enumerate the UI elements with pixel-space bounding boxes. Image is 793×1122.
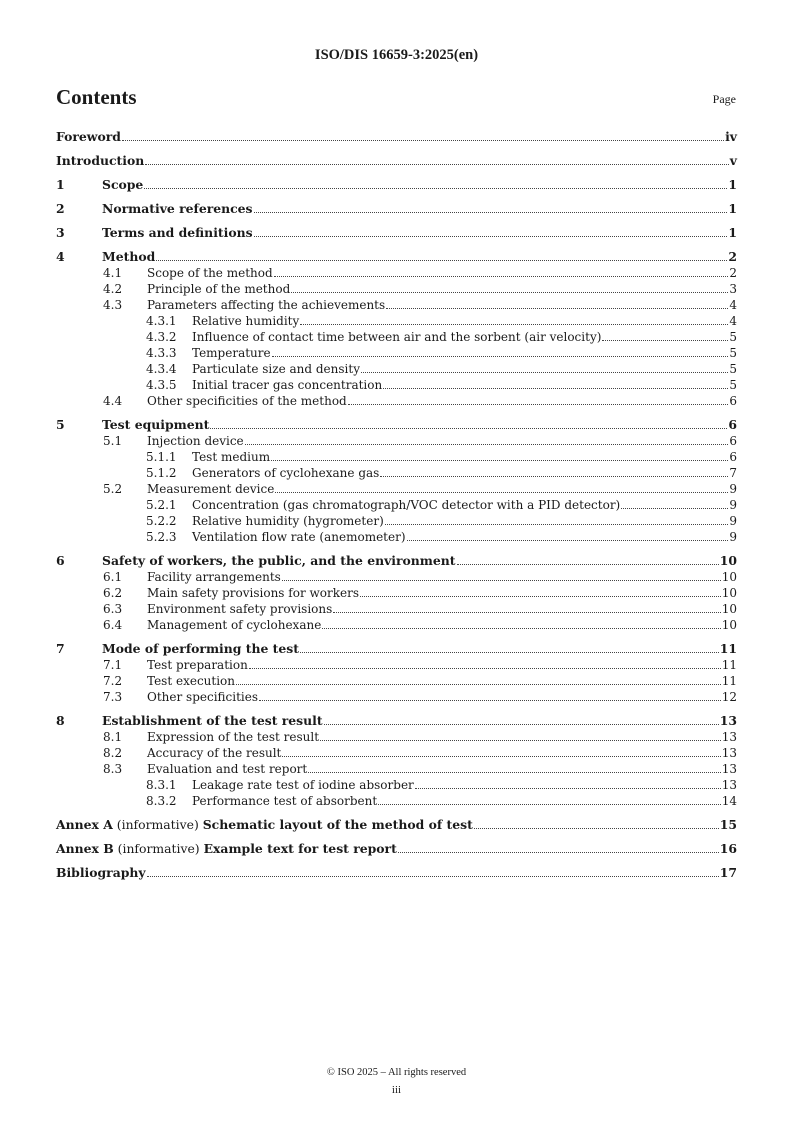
toc-entry-title-text: Influence of contact time between air and the sorbent (air velocity)	[192, 330, 602, 344]
toc-entry[interactable]	[56, 673, 737, 689]
dot-leader	[249, 668, 721, 669]
toc-entry-title-line	[102, 225, 737, 241]
toc-entry-title-text: Terms and definitions	[102, 225, 253, 240]
toc-entry-title-line	[147, 297, 737, 313]
toc-entry[interactable]	[56, 513, 737, 529]
toc-entry-title	[192, 465, 379, 481]
toc-entry-title	[56, 865, 146, 881]
toc-entry-number: 7.3	[103, 690, 123, 704]
toc-entry-page: 6	[728, 417, 737, 432]
toc-entry-title-text: Scope of the method	[147, 266, 273, 280]
toc-entry[interactable]	[56, 329, 737, 345]
toc-entry-title-line	[102, 553, 737, 569]
toc-entry-page: 9	[729, 482, 737, 496]
toc-entry-title	[102, 641, 299, 657]
toc-entry-title	[192, 313, 299, 329]
toc-entry-title-line	[192, 529, 737, 545]
toc-entry[interactable]	[56, 433, 737, 449]
toc-entry-title-text: Ventilation flow rate (anemometer)	[192, 530, 406, 544]
toc-entry-title-line	[192, 361, 737, 377]
toc-entry-title-text: Foreword	[56, 129, 121, 144]
dot-leader	[156, 260, 727, 261]
toc-entry[interactable]	[56, 569, 737, 585]
toc-entry[interactable]	[56, 865, 737, 881]
toc-entry-number: 4.3.5	[146, 378, 177, 392]
toc-entry-annex-type: (informative)	[113, 841, 204, 856]
toc-entry-page: 16	[719, 841, 737, 856]
toc-entry-title-line	[147, 617, 737, 633]
toc-entry-page: 10	[721, 618, 737, 632]
toc-entry-number: 6.3	[103, 602, 123, 616]
toc-entry-title-line	[147, 393, 737, 409]
toc-entry-title-line	[102, 201, 737, 217]
toc-entry-title	[147, 265, 273, 281]
toc-entry-page: 11	[719, 641, 737, 656]
toc-entry-title	[147, 761, 307, 777]
toc-entry-page: 3	[729, 282, 737, 296]
toc-entry-title-text: Performance test of absorbent	[192, 794, 378, 808]
toc-entry-page: v	[729, 153, 737, 168]
toc-entry-title	[147, 433, 244, 449]
toc-entry-title	[147, 745, 281, 761]
toc-entry-title	[192, 777, 414, 793]
dot-leader	[385, 524, 729, 525]
toc-entry-title-text: Injection device	[147, 434, 244, 448]
toc-entry-title-line	[147, 689, 737, 705]
toc-entry-title-line	[56, 817, 737, 833]
toc-entry[interactable]	[56, 225, 737, 241]
toc-entry-number: 4.1	[103, 266, 123, 280]
toc-entry-number: 4.2	[103, 282, 123, 296]
toc-entry-title-text: Evaluation and test report	[147, 762, 308, 776]
toc-entry-number: 7.1	[103, 658, 123, 672]
toc-entry-title-line	[192, 777, 737, 793]
toc-entry[interactable]	[56, 529, 737, 545]
toc-entry-title	[147, 617, 321, 633]
toc-entry-number: 8.3	[103, 762, 123, 776]
toc-entry-title-text: Temperature	[192, 346, 271, 360]
toc-entry-page: 13	[721, 778, 737, 792]
toc-entry[interactable]	[56, 729, 737, 745]
toc-entry-page: 10	[721, 586, 737, 600]
toc-entry-page: 9	[729, 498, 737, 512]
toc-entry-title	[192, 513, 384, 529]
toc-entry-title-text: Test execution	[147, 674, 236, 688]
toc-entry-page: 6	[729, 434, 737, 448]
toc-entry-title-line	[192, 465, 737, 481]
toc-entry-title-text: Particulate size and density	[192, 362, 360, 376]
toc-entry-title-line	[56, 841, 737, 857]
toc-entry-title-line	[147, 265, 737, 281]
toc-entry-number: 5.2.1	[146, 498, 177, 512]
dot-leader	[348, 404, 729, 405]
toc-entry-page: iv	[725, 129, 737, 144]
toc-entry[interactable]	[56, 689, 737, 705]
toc-entry[interactable]	[56, 129, 737, 145]
toc-entry-page: 11	[721, 658, 737, 672]
toc-entry-title	[147, 297, 385, 313]
copyright-notice: © ISO 2025 – All rights reserved	[326, 1067, 467, 1078]
toc-entry[interactable]	[56, 777, 737, 793]
toc-entry-page: 6	[729, 394, 737, 408]
toc-entry-title-text: Mode of performing the test	[102, 641, 299, 656]
dot-leader	[291, 292, 728, 293]
dot-leader	[361, 372, 728, 373]
toc-entry-title	[147, 481, 274, 497]
dot-leader	[378, 804, 721, 805]
toc-entry-title-text: Annex A	[56, 817, 113, 832]
dot-leader	[360, 596, 721, 597]
toc-entry-title	[102, 553, 456, 569]
toc-entry-title-line	[56, 865, 737, 881]
dot-leader	[415, 788, 721, 789]
toc-entry-title-text: Normative references	[102, 201, 253, 216]
toc-entry-title-text: Method	[102, 249, 156, 264]
toc-entry-number: 8	[56, 713, 65, 728]
toc-entry-title-line	[102, 249, 737, 265]
toc-entry-title-line	[147, 745, 737, 761]
toc-entry[interactable]	[56, 817, 737, 833]
dot-leader	[322, 628, 720, 629]
toc-entry-title	[192, 529, 406, 545]
toc-entry[interactable]	[56, 281, 737, 297]
dot-leader	[245, 444, 729, 445]
toc-entry-title-text: Main safety provisions for workers	[147, 586, 359, 600]
toc-entry-page: 4	[729, 298, 737, 312]
toc-entry-title-text: Facility arrangements	[147, 570, 281, 584]
toc-entry[interactable]	[56, 361, 737, 377]
toc-entry-page: 13	[721, 746, 737, 760]
toc-entry-number: 4.3.2	[146, 330, 177, 344]
toc-entry-title-text: Parameters affecting the achievements	[147, 298, 386, 312]
toc-entry-title	[147, 585, 359, 601]
toc-entry-title-line	[102, 713, 737, 729]
toc-entry-title-text: Test medium	[192, 450, 271, 464]
toc-entry-page: 1	[728, 177, 737, 192]
toc-entry-title-text: Other specificities	[147, 690, 259, 704]
toc-entry-page: 17	[719, 865, 737, 880]
toc-entry-title-text: Test equipment	[102, 417, 210, 432]
toc-entry-title-text: Concentration (gas chromatograph/VOC detector with a PID detector)	[192, 498, 621, 512]
toc-entry-number: 6.4	[103, 618, 123, 632]
dot-leader	[275, 492, 728, 493]
toc-entry[interactable]	[56, 177, 737, 193]
contents-title: Contents	[56, 85, 137, 109]
toc-entry-number: 4.4	[103, 394, 123, 408]
dot-leader	[272, 356, 729, 357]
toc-entry-page: 5	[729, 362, 737, 376]
toc-entry[interactable]	[56, 449, 737, 465]
toc-entry-number: 5.2.3	[146, 530, 177, 544]
dot-leader	[122, 140, 724, 141]
dot-leader	[602, 340, 728, 341]
toc-entry-title-text: Bibliography	[56, 865, 146, 880]
dot-leader	[236, 684, 721, 685]
toc-entry-title-line	[147, 657, 737, 673]
toc-entry-number: 1	[56, 177, 65, 192]
toc-entry-title-text: Other specificities of the method	[147, 394, 347, 408]
toc-entry-title-text: Establishment of the test result	[102, 713, 323, 728]
toc-entry-page: 13	[721, 730, 737, 744]
toc-entry-title	[192, 449, 270, 465]
toc-entry-title-line	[192, 793, 737, 809]
toc-entry-title-line	[147, 281, 737, 297]
toc-entry-number: 5	[56, 417, 65, 432]
toc-entry-number: 7.2	[103, 674, 123, 688]
dot-leader	[407, 540, 729, 541]
toc-entry-page: 5	[729, 378, 737, 392]
toc-entry-page: 10	[719, 553, 737, 568]
toc-entry-title-text: Environment safety provisions	[147, 602, 333, 616]
toc-entry-number: 5.1	[103, 434, 123, 448]
toc-entry-title-text: Test preparation	[147, 658, 248, 672]
toc-entry-title-text: Safety of workers, the public, and the environment	[102, 553, 456, 568]
toc-entry-number: 4.3.4	[146, 362, 177, 376]
toc-entry-title-text: Management of cyclohexane	[147, 618, 322, 632]
dot-leader	[386, 308, 728, 309]
toc-entry-number: 4.3	[103, 298, 123, 312]
toc-entry-title-text: Accuracy of the result	[147, 746, 282, 760]
toc-entry-page: 12	[721, 690, 737, 704]
toc-entry-title	[56, 841, 397, 857]
toc-entry-title-text: Principle of the method	[147, 282, 291, 296]
dot-leader	[254, 236, 728, 237]
toc-entry-title	[102, 225, 253, 241]
toc-entry-title	[147, 569, 281, 585]
toc-entry-title-line	[147, 569, 737, 585]
toc-entry-title	[147, 657, 248, 673]
toc-entry[interactable]	[56, 465, 737, 481]
toc-entry-title-text: Scope	[102, 177, 144, 192]
dot-leader	[147, 876, 719, 877]
dot-leader	[380, 476, 728, 477]
toc-entry-number: 6.1	[103, 570, 123, 584]
toc-entry-page: 11	[721, 674, 737, 688]
toc-entry-title	[56, 153, 144, 169]
toc-entry-number: 4.3.3	[146, 346, 177, 360]
toc-entry-annex-type: (informative)	[112, 817, 203, 832]
toc-entry[interactable]	[56, 601, 737, 617]
dot-leader	[398, 852, 719, 853]
toc-entry-number: 3	[56, 225, 65, 240]
toc-entry-title	[192, 377, 382, 393]
toc-entry[interactable]	[56, 345, 737, 361]
toc-entry-page: 13	[721, 762, 737, 776]
page-number: iii	[391, 1084, 402, 1096]
toc-entry-number: 6.2	[103, 586, 123, 600]
toc-entry[interactable]	[56, 617, 737, 633]
dot-leader	[320, 740, 721, 741]
toc-entry[interactable]	[56, 497, 737, 513]
toc-entry-title	[102, 249, 155, 265]
dot-leader	[383, 388, 728, 389]
dot-leader	[274, 276, 729, 277]
toc-entry-title	[56, 129, 121, 145]
toc-entry-page: 10	[721, 570, 737, 584]
toc-entry-page: 2	[729, 266, 737, 280]
toc-entry-page: 1	[728, 225, 737, 240]
toc-entry[interactable]	[56, 377, 737, 393]
toc-entry-page: 5	[729, 346, 737, 360]
toc-entry[interactable]	[56, 761, 737, 777]
toc-entry[interactable]	[56, 249, 737, 265]
toc-entry-page: 9	[729, 514, 737, 528]
dot-leader	[282, 756, 720, 757]
toc-entry-page: 9	[729, 530, 737, 544]
toc-entry[interactable]	[56, 393, 737, 409]
toc-entry-page: 14	[721, 794, 737, 808]
toc-entry[interactable]	[56, 265, 737, 281]
toc-entry-title-text: Measurement device	[147, 482, 275, 496]
toc-entry-title-line	[147, 761, 737, 777]
toc-entry-title-line	[192, 345, 737, 361]
toc-entry-title-line	[192, 449, 737, 465]
toc-entry-title-line	[147, 481, 737, 497]
dot-leader	[145, 164, 729, 165]
toc-entry-title	[147, 281, 290, 297]
dot-leader	[210, 428, 727, 429]
toc-entry-page: 1	[728, 201, 737, 216]
toc-entry[interactable]	[56, 417, 737, 433]
toc-entry-number: 5.2.2	[146, 514, 177, 528]
dot-leader	[474, 828, 719, 829]
toc-entry-title-line	[192, 313, 737, 329]
toc-entry-page: 2	[728, 249, 737, 264]
dot-leader	[300, 324, 728, 325]
toc-entry-title-text: Leakage rate test of iodine absorber	[192, 778, 414, 792]
table-of-contents	[56, 129, 737, 881]
toc-entry-title-text: Expression of the test result	[147, 730, 320, 744]
toc-entry-number: 6	[56, 553, 65, 568]
toc-entry-title-line	[102, 641, 737, 657]
document-id: ISO/DIS 16659-3:2025(en)	[314, 47, 479, 63]
toc-entry-title-line	[102, 177, 737, 193]
toc-entry-page: 4	[729, 314, 737, 328]
dot-leader	[333, 612, 720, 613]
toc-entry-title	[147, 601, 332, 617]
dot-leader	[324, 724, 719, 725]
dot-leader	[457, 564, 719, 565]
toc-entry[interactable]	[56, 585, 737, 601]
toc-entry-title-line	[192, 329, 737, 345]
toc-entry-title-text: Relative humidity	[192, 314, 300, 328]
toc-entry-title	[147, 673, 235, 689]
toc-entry-title-line	[147, 601, 737, 617]
toc-entry-page: 13	[719, 713, 737, 728]
toc-entry[interactable]	[56, 841, 737, 857]
toc-entry[interactable]	[56, 713, 737, 729]
toc-entry-title	[102, 201, 253, 217]
toc-entry-page: 6	[729, 450, 737, 464]
toc-entry-number: 7	[56, 641, 65, 656]
dot-leader	[259, 700, 721, 701]
toc-entry-title	[102, 417, 209, 433]
toc-entry[interactable]	[56, 657, 737, 673]
dot-leader	[282, 580, 721, 581]
toc-entry-title-line	[147, 433, 737, 449]
toc-entry[interactable]	[56, 313, 737, 329]
toc-entry-title	[147, 729, 319, 745]
toc-entry-page: 15	[719, 817, 737, 832]
dot-leader	[300, 652, 719, 653]
toc-entry[interactable]	[56, 481, 737, 497]
toc-entry-title-text: Annex B	[56, 841, 114, 856]
toc-entry-title-line	[192, 513, 737, 529]
toc-entry-title	[147, 689, 258, 705]
toc-entry-title	[192, 329, 601, 345]
toc-entry-title-line	[192, 377, 737, 393]
toc-entry-title	[192, 361, 360, 377]
toc-entry-number: 4	[56, 249, 65, 264]
toc-entry-number: 8.1	[103, 730, 123, 744]
toc-entry-number: 5.1.1	[146, 450, 177, 464]
toc-entry-title-line	[56, 129, 737, 145]
toc-entry[interactable]	[56, 201, 737, 217]
toc-entry-title-line	[147, 729, 737, 745]
toc-entry-page: 10	[721, 602, 737, 616]
page-column-label: Page	[712, 92, 736, 106]
toc-entry-number: 5.2	[103, 482, 123, 496]
dot-leader	[621, 508, 728, 509]
toc-entry[interactable]	[56, 793, 737, 809]
toc-entry-annex-title: Example text for test report	[203, 841, 397, 856]
dot-leader	[254, 212, 728, 213]
toc-entry-title	[147, 393, 347, 409]
toc-entry-page: 5	[729, 330, 737, 344]
toc-entry-title	[192, 793, 377, 809]
toc-entry-title-text: Generators of cyclohexane gas	[192, 466, 380, 480]
toc-entry[interactable]	[56, 641, 737, 657]
toc-entry-title	[192, 345, 271, 361]
toc-entry-title-line	[147, 673, 737, 689]
toc-entry-title	[102, 713, 323, 729]
toc-entry-number: 8.2	[103, 746, 123, 760]
toc-entry-number: 8.3.1	[146, 778, 177, 792]
dot-leader	[144, 188, 727, 189]
toc-entry-page: 7	[729, 466, 737, 480]
toc-entry-title	[56, 817, 473, 833]
toc-entry-number: 5.1.2	[146, 466, 177, 480]
toc-entry[interactable]	[56, 153, 737, 169]
dot-leader	[308, 772, 720, 773]
toc-entry-annex-title: Schematic layout of the method of test	[202, 817, 473, 832]
toc-entry[interactable]	[56, 553, 737, 569]
toc-entry-number: 4.3.1	[146, 314, 177, 328]
toc-entry-title	[102, 177, 143, 193]
toc-entry[interactable]	[56, 745, 737, 761]
toc-entry-title-text: Relative humidity (hygrometer)	[192, 514, 384, 528]
toc-entry-title-line	[192, 497, 737, 513]
toc-entry-title-text: Initial tracer gas concentration	[192, 378, 383, 392]
toc-entry-title-line	[102, 417, 737, 433]
dot-leader	[271, 460, 728, 461]
toc-entry[interactable]	[56, 297, 737, 313]
toc-entry-number: 2	[56, 201, 65, 216]
toc-entry-title	[192, 497, 620, 513]
toc-entry-title-line	[56, 153, 737, 169]
toc-entry-number: 8.3.2	[146, 794, 177, 808]
toc-entry-title-line	[147, 585, 737, 601]
toc-entry-title-text: Introduction	[56, 153, 145, 168]
